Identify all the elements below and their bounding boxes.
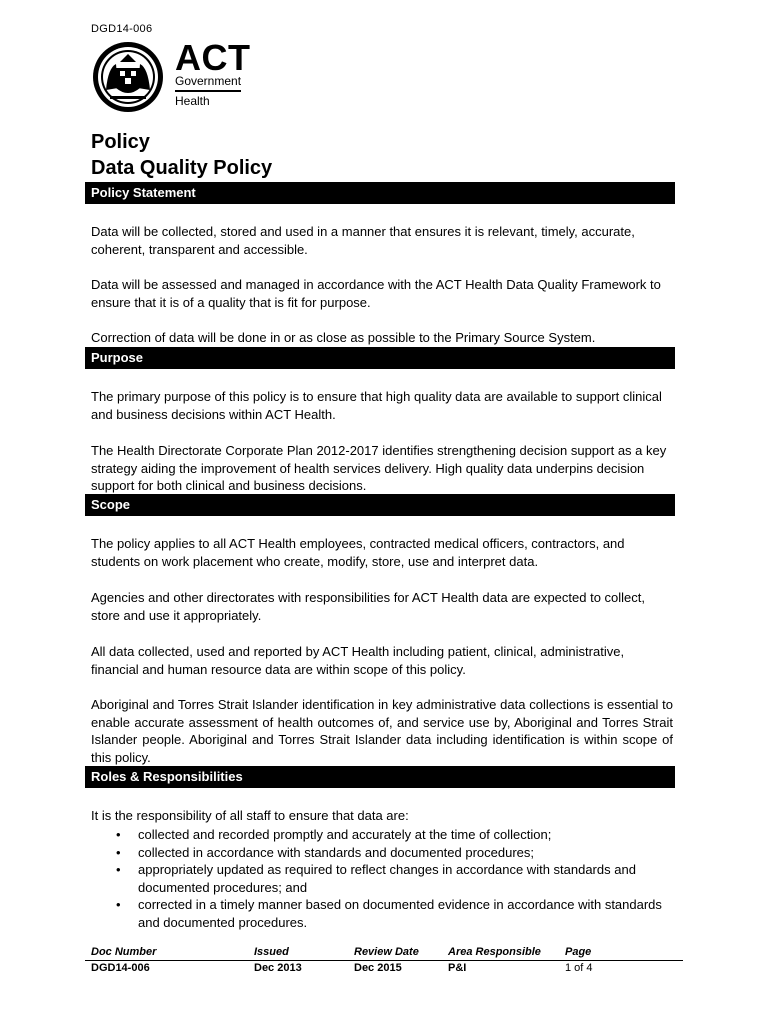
statement-paragraph-1: Data will be collected, stored and used in a manner that ensures it is relevant, timely, accurate, coherent, transparent and accessible. bbox=[91, 224, 635, 257]
document-title: Data Quality Policy bbox=[91, 157, 273, 179]
section-heading-policy-statement: Policy Statement bbox=[85, 182, 675, 204]
bullet-icon: • bbox=[116, 827, 121, 842]
footer-header-row bbox=[85, 946, 683, 960]
footer-doc-number-label: Doc Number bbox=[91, 946, 157, 958]
roles-intro: It is the responsibility of all staff to ensure that data are: bbox=[91, 808, 409, 823]
logo-act-text: ACT bbox=[175, 37, 251, 78]
footer-issued-label: Issued bbox=[254, 946, 289, 958]
bullet-icon: • bbox=[116, 897, 121, 912]
roles-bullet-list bbox=[91, 826, 673, 931]
bullet-icon: • bbox=[116, 844, 121, 860]
logo-health-text: Health bbox=[175, 94, 210, 108]
logo-divider bbox=[175, 90, 241, 92]
footer-review-date-label: Review Date bbox=[354, 946, 419, 958]
document-type-heading: Policy bbox=[91, 131, 150, 153]
section-heading-purpose: Purpose bbox=[85, 347, 675, 369]
statement-paragraph-3: Correction of data will be done in or as close as possible to the Primary Source System. bbox=[91, 330, 596, 345]
bullet-icon: • bbox=[116, 862, 121, 877]
section-heading-scope: Scope bbox=[85, 494, 675, 516]
list-item bbox=[91, 844, 673, 862]
coat-of-arms-seal-icon bbox=[90, 40, 168, 115]
scope-paragraph-1: The policy applies to all ACT Health employees, contracted medical officers, contractors, and students on work placement who create, modify, store, use and interpret data. bbox=[91, 536, 625, 569]
list-item-text: collected in accordance with standards and documented procedures; bbox=[138, 844, 535, 860]
list-item bbox=[91, 896, 673, 931]
purpose-paragraph-1: The primary purpose of this policy is to ensure that high quality data are available to support clinical and business decisions within ACT Health. bbox=[91, 389, 662, 422]
logo-government-text: Government bbox=[175, 74, 242, 88]
list-item bbox=[91, 826, 673, 844]
footer-issued-value: Dec 2013 bbox=[254, 962, 302, 974]
footer-page-label: Page bbox=[565, 946, 592, 958]
footer-doc-number-value: DGD14-006 bbox=[91, 962, 150, 974]
document-id: DGD14-006 bbox=[91, 23, 153, 35]
footer-value-row bbox=[85, 962, 683, 976]
list-item-text: appropriately updated as required to reflect changes in accordance with standards and documented procedures; and bbox=[138, 862, 636, 895]
footer-area-value: P&I bbox=[448, 962, 467, 974]
footer-divider bbox=[85, 960, 683, 961]
footer-page-value: 1 of 4 bbox=[565, 962, 593, 974]
scope-paragraph-3: All data collected, used and reported by ACT Health including patient, clinical, administrative, financial and human resource data are within scope of this policy. bbox=[91, 644, 625, 677]
purpose-paragraph-2: The Health Directorate Corporate Plan 2012-2017 identifies strengthening decision support as a key strategy aiding the improvement of health services delivery. High quality data underpins decision support for both clinical and business decisions. bbox=[91, 443, 667, 493]
scope-paragraph-2: Agencies and other directorates with responsibilities for ACT Health data are expected to collect, store and use it appropriately. bbox=[91, 590, 646, 623]
document-footer bbox=[85, 946, 683, 976]
list-item-text: collected and recorded promptly and accurately at the time of collection; bbox=[138, 827, 552, 842]
scope-paragraph-4: Aboriginal and Torres Strait Islander identification in key administrative data collections is essential to enable accurate assessment of health outcomes of, and service use by, Aboriginal and Torres Strait Islander people. Aboriginal and Torres Strait Islander data including identification is within scope of this policy. bbox=[91, 697, 673, 765]
footer-area-label: Area Responsible bbox=[448, 946, 541, 958]
list-item-text: corrected in a timely manner based on documented evidence in accordance with standards and documented procedures. bbox=[138, 897, 662, 930]
list-item bbox=[91, 861, 673, 896]
footer-review-date-value: Dec 2015 bbox=[354, 962, 402, 974]
statement-paragraph-2: Data will be assessed and managed in accordance with the ACT Health Data Quality Framework to ensure that it is of a quality that is fit for purpose. bbox=[91, 277, 661, 310]
act-government-logo bbox=[90, 37, 251, 115]
section-heading-roles-responsibilities: Roles & Responsibilities bbox=[85, 766, 675, 788]
